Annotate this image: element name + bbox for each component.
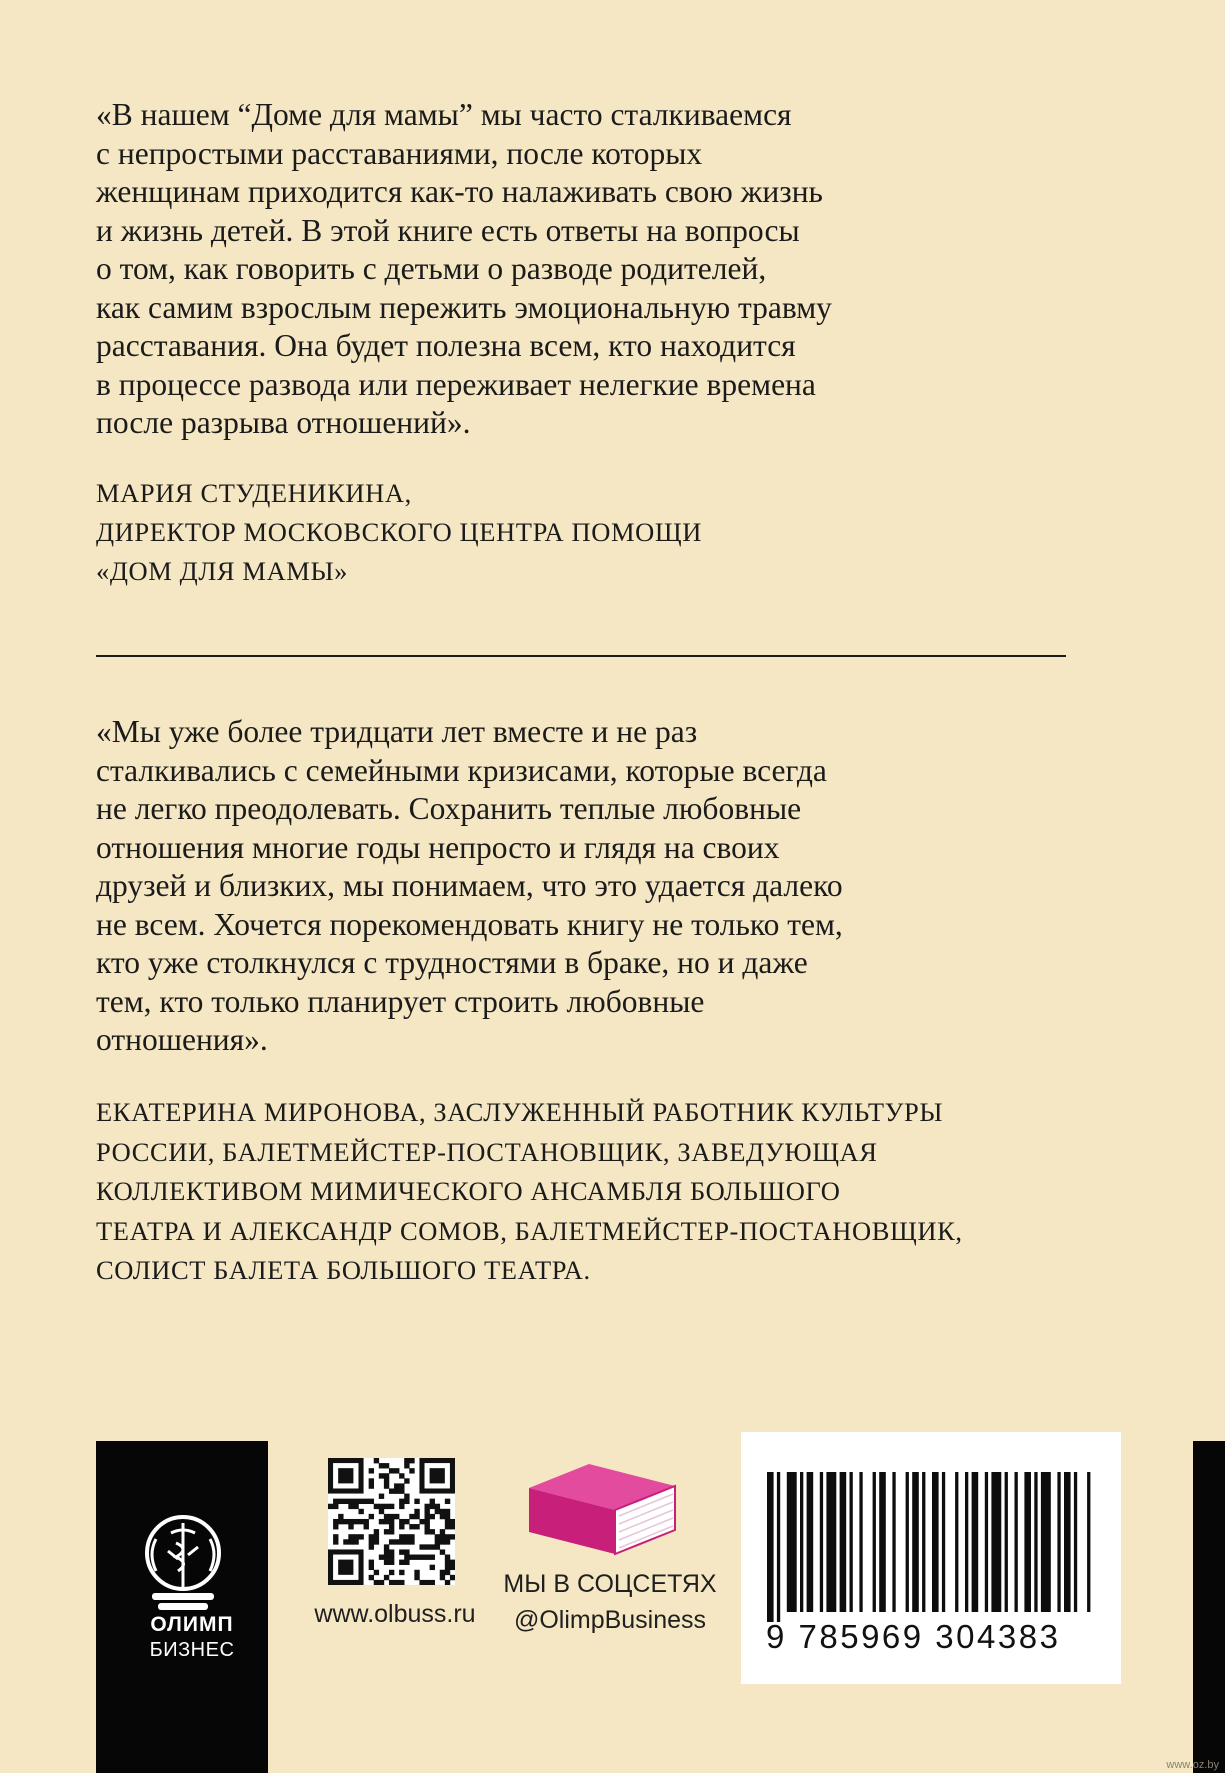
barcode-bar	[767, 1472, 774, 1622]
qr-module	[435, 1539, 440, 1544]
barcode-bar	[1064, 1472, 1071, 1612]
qr-module	[409, 1524, 414, 1529]
qr-module	[348, 1539, 353, 1544]
qr-module	[389, 1468, 394, 1473]
qr-module	[374, 1534, 379, 1539]
qr-module	[384, 1478, 389, 1483]
social-handle[interactable]: @OlimpBusiness	[513, 1606, 707, 1634]
qr-module	[369, 1468, 374, 1473]
qr-module	[353, 1504, 358, 1509]
qr-module	[384, 1549, 389, 1554]
qr-module	[414, 1575, 419, 1580]
qr-module	[384, 1483, 389, 1488]
qr-module	[440, 1575, 445, 1580]
section-divider	[96, 655, 1066, 657]
quote-2-line: не всем. Хочется порекомендовать книгу не только тем,	[96, 906, 843, 942]
quote-2-line: отношения многие годы непросто и глядя на своих	[96, 829, 780, 865]
qr-module	[419, 1555, 424, 1560]
qr-module	[328, 1504, 333, 1509]
qr-module	[445, 1499, 450, 1504]
qr-module	[425, 1580, 430, 1585]
qr-module	[430, 1565, 435, 1570]
qr-module	[384, 1504, 389, 1509]
qr-module	[374, 1570, 379, 1575]
qr-module	[419, 1580, 424, 1585]
qr-module	[399, 1483, 404, 1488]
qr-module	[404, 1519, 409, 1524]
watermark: www.oz.by	[1166, 1759, 1219, 1771]
qr-module	[348, 1524, 353, 1529]
qr-module	[404, 1549, 409, 1554]
barcode-bar	[1074, 1472, 1077, 1612]
quote-1-line: о том, как говорить с детьми о разводе родителей,	[96, 251, 767, 286]
publisher-name	[137, 1613, 247, 1662]
barcode-bar	[932, 1472, 939, 1612]
qr-module	[430, 1499, 435, 1504]
qr-module	[333, 1504, 338, 1509]
quote-1-line: расставания. Она будет полезна всем, кто находится	[96, 328, 796, 363]
qr-module	[430, 1468, 445, 1483]
quote-1-line: с непростыми расставаниями, после которых	[96, 135, 703, 171]
qr-module	[389, 1529, 394, 1534]
qr-module	[440, 1509, 445, 1514]
quote-1-line: и жизнь детей. В этой книге есть ответы на вопросы	[96, 212, 800, 248]
qr-module	[445, 1534, 450, 1539]
qr-module	[338, 1499, 343, 1504]
barcode-bar	[972, 1472, 979, 1612]
barcode-bar	[820, 1472, 823, 1612]
qr-module	[404, 1478, 409, 1483]
barcode-bar	[912, 1472, 919, 1612]
qr-module	[404, 1560, 409, 1565]
qr-module	[435, 1509, 440, 1514]
quote-2	[96, 713, 1076, 1060]
qr-module	[364, 1499, 369, 1504]
barcode-bar	[879, 1472, 886, 1612]
qr-module	[389, 1488, 394, 1493]
qr-module	[430, 1504, 435, 1509]
qr-module	[343, 1539, 348, 1544]
qr-module	[369, 1514, 374, 1519]
qr-module	[353, 1534, 358, 1539]
qr-module	[414, 1570, 419, 1575]
qr-module	[450, 1524, 455, 1529]
barcode-bar	[777, 1472, 780, 1622]
qr-module	[369, 1575, 374, 1580]
qr-module	[394, 1514, 399, 1519]
qr-module	[445, 1570, 450, 1575]
barcode-bar	[942, 1472, 945, 1612]
qr-module	[445, 1539, 450, 1544]
barcode-bar	[850, 1472, 853, 1612]
attribution-line: ТЕАТРА И АЛЕКСАНДР СОМОВ, БАЛЕТМЕЙСТЕР-ПОСТАНОВЩИК,	[96, 1215, 963, 1246]
quote-2-line: друзей и близких, мы понимаем, что это удается далеко	[96, 868, 843, 903]
qr-module	[435, 1534, 440, 1539]
qr-module	[414, 1499, 419, 1504]
qr-module	[409, 1555, 414, 1560]
qr-module	[414, 1524, 419, 1529]
barcode-bar	[1015, 1472, 1018, 1612]
qr-module	[440, 1529, 445, 1534]
qr-module	[425, 1524, 430, 1529]
qr-module	[399, 1534, 404, 1539]
qr-module	[394, 1468, 399, 1473]
qr-module	[440, 1549, 445, 1554]
qr-module	[430, 1514, 435, 1519]
qr-module	[384, 1473, 389, 1478]
qr-module	[358, 1509, 363, 1514]
qr-module	[389, 1524, 394, 1529]
qr-code	[328, 1458, 455, 1585]
qr-module	[338, 1514, 343, 1519]
qr-module	[389, 1549, 394, 1554]
qr-module	[369, 1483, 374, 1488]
qr-module	[369, 1499, 374, 1504]
qr-module	[425, 1504, 430, 1509]
qr-module	[353, 1499, 358, 1504]
attribution-line: ЕКАТЕРИНА МИРОНОВА, ЗАСЛУЖЕННЫЙ РАБОТНИК КУЛЬТУРЫ	[96, 1097, 944, 1127]
qr-module	[399, 1473, 404, 1478]
quote-1-line: «В нашем “Доме для мамы” мы часто сталкиваемся	[96, 97, 792, 132]
qr-module	[348, 1519, 353, 1524]
qr-module	[450, 1560, 455, 1565]
qr-module	[430, 1544, 435, 1549]
barcode-bar	[906, 1472, 909, 1612]
quote-2-line: отношения».	[96, 1022, 268, 1057]
qr-module	[399, 1580, 404, 1585]
barcode-bar	[1041, 1472, 1051, 1612]
qr-module	[389, 1580, 394, 1585]
attribution-line: КОЛЛЕКТИВОМ МИМИЧЕСКОГО АНСАМБЛЯ БОЛЬШОГО	[96, 1176, 841, 1206]
qr-module	[364, 1519, 369, 1524]
barcode-bar	[985, 1472, 988, 1612]
qr-module	[343, 1499, 348, 1504]
qr-module	[369, 1478, 374, 1483]
qr-module	[338, 1560, 353, 1575]
qr-module	[445, 1519, 450, 1524]
qr-module	[425, 1544, 430, 1549]
quote-1-line: женщинам приходится как-то налаживать свою жизнь	[96, 174, 823, 209]
qr-module	[450, 1534, 455, 1539]
qr-module	[394, 1539, 399, 1544]
qr-module	[440, 1514, 445, 1519]
qr-module	[404, 1499, 409, 1504]
qr-module	[384, 1560, 389, 1565]
qr-module	[369, 1544, 374, 1549]
qr-module	[338, 1519, 343, 1524]
qr-module	[384, 1555, 389, 1560]
qr-module	[369, 1560, 374, 1565]
qr-module	[430, 1529, 435, 1534]
qr-module	[399, 1539, 404, 1544]
spine-strip	[1193, 1441, 1225, 1773]
qr-module	[384, 1575, 389, 1580]
qr-module	[425, 1514, 430, 1519]
qr-module	[384, 1519, 389, 1524]
attribution-line: ДИРЕКТОР МОСКОВСКОГО ЦЕНТРА ПОМОЩИ	[96, 517, 702, 547]
qr-module	[440, 1534, 445, 1539]
qr-module	[445, 1509, 450, 1514]
barcode-bar	[840, 1472, 847, 1612]
qr-module	[440, 1539, 445, 1544]
qr-module	[353, 1539, 358, 1544]
qr-module	[399, 1570, 404, 1575]
qr-module	[399, 1504, 404, 1509]
barcode-bar	[1057, 1472, 1060, 1612]
qr-module	[409, 1458, 414, 1463]
qr-module	[343, 1519, 348, 1524]
barcode-bar	[826, 1472, 836, 1612]
qr-module	[440, 1570, 445, 1575]
barcode-bar	[859, 1472, 862, 1612]
attribution-line: РОССИИ, БАЛЕТМЕЙСТЕР-ПОСТАНОВЩИК, ЗАВЕДУЮЩАЯ	[96, 1136, 878, 1167]
qr-module	[374, 1458, 379, 1463]
qr-module	[409, 1534, 414, 1539]
quote-2-line: кто уже столкнулся с трудностями в браке, но и даже	[96, 945, 808, 980]
hermes-emblem-icon	[138, 1509, 228, 1614]
qr-module	[333, 1499, 338, 1504]
qr-module	[358, 1499, 363, 1504]
qr-module	[409, 1468, 414, 1473]
qr-module	[379, 1555, 384, 1560]
barcode-bar	[787, 1472, 797, 1612]
qr-module	[450, 1575, 455, 1580]
attribution-line: «ДОМ ДЛЯ МАМЫ»	[96, 556, 349, 586]
qr-module	[399, 1488, 404, 1493]
qr-module	[399, 1549, 404, 1554]
qr-module	[348, 1504, 353, 1509]
barcode-bar	[807, 1472, 814, 1612]
qr-module	[445, 1565, 450, 1570]
qr-module	[358, 1534, 363, 1539]
qr-module	[399, 1560, 404, 1565]
qr-module	[409, 1539, 414, 1544]
qr-module	[333, 1539, 338, 1544]
qr-module	[348, 1499, 353, 1504]
qr-module	[369, 1565, 374, 1570]
qr-module	[445, 1524, 450, 1529]
qr-module	[394, 1483, 399, 1488]
qr-module	[374, 1539, 379, 1544]
qr-module	[389, 1539, 394, 1544]
qr-module	[379, 1580, 384, 1585]
qr-module	[409, 1514, 414, 1519]
qr-module	[379, 1463, 384, 1468]
qr-module	[404, 1539, 409, 1544]
qr-code-icon	[328, 1458, 455, 1585]
qr-module	[425, 1519, 430, 1524]
qr-module	[404, 1534, 409, 1539]
qr-module	[445, 1514, 450, 1519]
qr-module	[384, 1463, 389, 1468]
barcode-bar	[955, 1472, 958, 1612]
barcode-bar	[1005, 1472, 1008, 1612]
qr-module	[394, 1580, 399, 1585]
quote-1-attribution	[96, 474, 1096, 591]
book-icon	[527, 1460, 677, 1558]
publisher-name-line1: ОЛИМП	[150, 1613, 234, 1636]
quote-2-attribution	[96, 1093, 1096, 1291]
qr-module	[404, 1494, 409, 1499]
qr-module	[435, 1504, 440, 1509]
quote-2-line: тем, кто только планирует строить любовные	[96, 983, 705, 1019]
qr-module	[404, 1463, 409, 1468]
barcode-bar	[892, 1472, 895, 1612]
barcode-bar	[965, 1472, 968, 1612]
qr-module	[394, 1488, 399, 1493]
isbn-barcode	[741, 1432, 1121, 1684]
qr-module	[399, 1524, 404, 1529]
qr-module	[389, 1504, 394, 1509]
qr-module	[414, 1514, 419, 1519]
qr-module	[425, 1555, 430, 1560]
qr-module	[389, 1555, 394, 1560]
quote-2-line: «Мы уже более тридцати лет вместе и не раз	[96, 714, 698, 749]
qr-module	[430, 1555, 435, 1560]
qr-module	[353, 1519, 358, 1524]
qr-module	[445, 1555, 450, 1560]
qr-module	[445, 1580, 450, 1585]
qr-module	[419, 1544, 424, 1549]
qr-module	[379, 1494, 384, 1499]
qr-module	[358, 1519, 363, 1524]
qr-module	[389, 1560, 394, 1565]
publisher-name-line2: БИЗНЕС	[149, 1639, 235, 1661]
qr-module	[404, 1555, 409, 1560]
quote-1	[96, 96, 1076, 443]
qr-module	[425, 1529, 430, 1534]
qr-module	[414, 1509, 419, 1514]
qr-module	[333, 1524, 338, 1529]
qr-module	[399, 1499, 404, 1504]
qr-module	[379, 1473, 384, 1478]
barcode-bar	[1024, 1472, 1031, 1612]
barcode-bar	[991, 1472, 1001, 1612]
barcode-digits: 9 785969 304383	[766, 1618, 1061, 1655]
qr-module	[384, 1529, 389, 1534]
social-block	[500, 1566, 720, 1638]
qr-module	[389, 1519, 394, 1524]
qr-module	[399, 1519, 404, 1524]
qr-module	[425, 1509, 430, 1514]
qr-module	[430, 1580, 435, 1585]
qr-module	[379, 1504, 384, 1509]
qr-module	[333, 1534, 338, 1539]
quote-2-line: сталкивались с семейными кризисами, которые всегда	[96, 752, 827, 788]
social-label: МЫ В СОЦСЕТЯХ	[503, 1570, 717, 1598]
publisher-logo	[96, 1441, 268, 1773]
qr-module	[450, 1519, 455, 1524]
website-link[interactable]: www.olbuss.ru	[314, 1600, 476, 1628]
qr-module	[389, 1514, 394, 1519]
quote-1-line: в процессе развода или переживает нелегкие времена	[96, 366, 816, 402]
attribution-line: СОЛИСТ БАЛЕТА БОЛЬШОГО ТЕАТРА.	[96, 1255, 591, 1285]
qr-module	[374, 1504, 379, 1509]
barcode-bar	[800, 1472, 803, 1612]
qr-module	[419, 1519, 424, 1524]
barcode-bars	[761, 1472, 1101, 1622]
qr-module	[364, 1524, 369, 1529]
quote-1-line: как самим взрослым пережить эмоциональную травму	[96, 289, 832, 325]
attribution-line: МАРИЯ СТУДЕНИКИНА,	[96, 478, 412, 508]
qr-module	[435, 1544, 440, 1549]
quote-2-line: не легко преодолевать. Сохранить теплые любовные	[96, 791, 802, 826]
qr-module	[369, 1534, 374, 1539]
quote-1-line: после разрыва отношений».	[96, 405, 471, 440]
qr-module	[338, 1468, 353, 1483]
qr-module	[445, 1560, 450, 1565]
qr-module	[348, 1534, 353, 1539]
qr-module	[404, 1458, 409, 1463]
barcode-bar	[1087, 1472, 1090, 1612]
qr-module	[369, 1539, 374, 1544]
qr-module	[384, 1514, 389, 1519]
qr-module	[374, 1580, 379, 1585]
qr-module	[414, 1555, 419, 1560]
qr-module	[389, 1570, 394, 1575]
barcode-bar	[922, 1472, 925, 1612]
qr-module	[333, 1519, 338, 1524]
qr-module	[450, 1565, 455, 1570]
qr-module	[379, 1519, 384, 1524]
qr-module	[384, 1544, 389, 1549]
barcode-bar	[873, 1472, 876, 1612]
barcode-bar	[1034, 1472, 1037, 1612]
qr-module	[379, 1509, 384, 1514]
qr-module	[374, 1529, 379, 1534]
